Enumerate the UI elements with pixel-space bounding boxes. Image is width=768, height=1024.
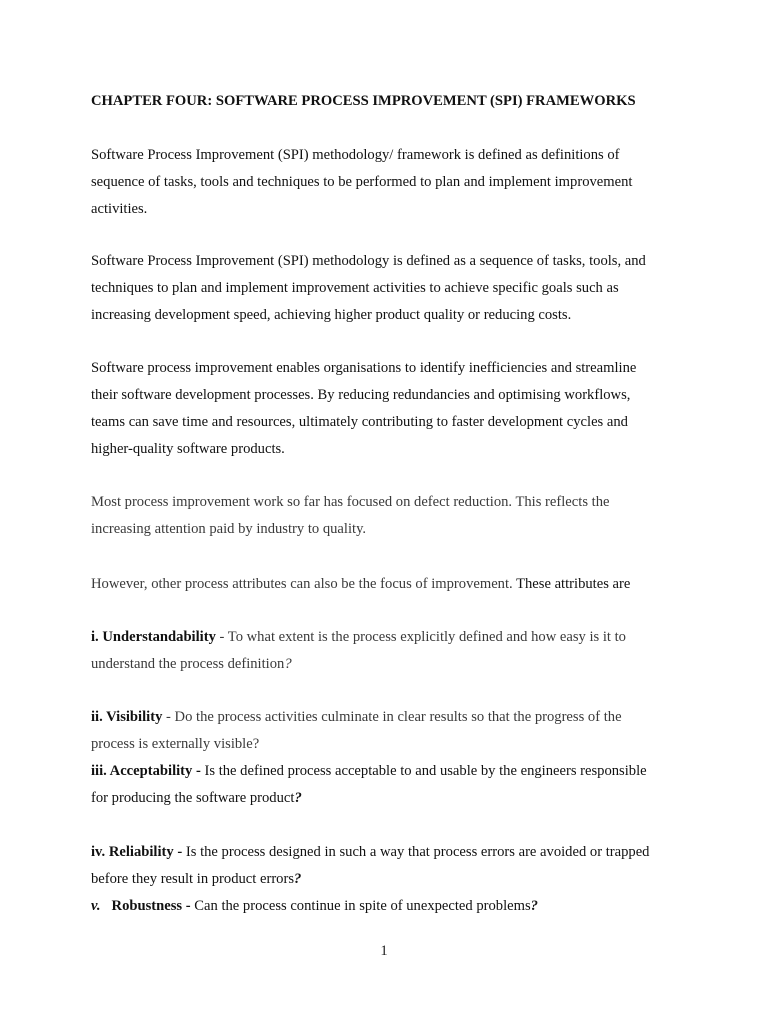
paragraph-4-line-1: Most process improvement work so far has focused on defect reduction. This reflects the — [91, 494, 610, 510]
attribute-description: Do the process activities culminate in clear results so that the progress of the — [174, 709, 622, 725]
paragraph-2-line-2: techniques to plan and implement improvement activities to achieve specific goals such as — [91, 280, 619, 296]
attribute-dash: - — [162, 709, 175, 725]
question-mark: ? — [294, 871, 302, 887]
attribute-robustness — [91, 897, 538, 915]
attribute-visibility — [91, 708, 622, 726]
chapter-title: CHAPTER FOUR: SOFTWARE PROCESS IMPROVEMENT (SPI) FRAMEWORKS — [91, 93, 636, 109]
attribute-description-cont: before they result in product errors — [91, 871, 295, 887]
paragraph-1-line-2: sequence of tasks, tools and techniques to be performed to plan and implement improvement — [91, 174, 633, 190]
attribute-understandability-line-2 — [91, 655, 292, 673]
attribute-label: iv. Reliability - — [91, 844, 183, 860]
attribute-visibility-line-2: process is externally visible? — [91, 736, 260, 752]
paragraph-4-line-2: increasing attention paid by industry to quality. — [91, 521, 367, 537]
attribute-understandability — [91, 628, 626, 646]
attribute-dash: - — [215, 629, 228, 645]
attribute-acceptability-line-2 — [91, 789, 302, 807]
attribute-reliability — [91, 843, 649, 861]
page-number: 1 — [380, 943, 388, 959]
paragraph-1-line-3: activities. — [91, 201, 148, 217]
paragraph-3-line-2: their software development processes. By reducing redundancies and optimising workflows, — [91, 387, 631, 403]
attribute-description-cont: understand the process definition — [91, 656, 285, 672]
attribute-reliability-line-2 — [91, 870, 301, 888]
paragraph-3-line-1: Software process improvement enables organisations to identify inefficiencies and streamline — [91, 360, 637, 376]
attribute-description: Is the defined process acceptable to and usable by the engineers responsible — [204, 763, 647, 779]
attributes-intro — [91, 575, 630, 593]
paragraph-2-line-3: increasing development speed, achieving higher product quality or reducing costs. — [91, 307, 572, 323]
paragraph-1-line-1: Software Process Improvement (SPI) methodology/ framework is defined as definitions of — [91, 147, 620, 163]
attribute-description-cont: for producing the software product — [91, 790, 295, 806]
attribute-label: Robustness - — [111, 898, 191, 914]
question-mark: ? — [294, 790, 302, 806]
attribute-numeral: v. — [91, 898, 101, 914]
attributes-intro-tail: These attributes are — [516, 576, 631, 592]
attributes-intro-text: However, other process attributes can also be the focus of improvement. — [91, 576, 517, 592]
question-mark: ? — [284, 656, 292, 672]
attribute-label: i. Understandability — [91, 629, 216, 645]
attribute-acceptability — [91, 762, 647, 780]
attribute-description: To what extent is the process explicitly defined and how easy is it to — [227, 629, 626, 645]
question-mark: ? — [530, 898, 538, 914]
paragraph-2-line-1: Software Process Improvement (SPI) methodology is defined as a sequence of tasks, tools, and — [91, 253, 646, 269]
paragraph-3-line-3: teams can save time and resources, ultimately contributing to faster development cycles and — [91, 414, 628, 430]
paragraph-3-line-4: higher-quality software products. — [91, 441, 285, 457]
attribute-description: Can the process continue in spite of unexpected problems — [194, 898, 531, 914]
attribute-label: iii. Acceptability - — [91, 763, 201, 779]
attribute-description: Is the process designed in such a way that process errors are avoided or trapped — [185, 844, 650, 860]
attribute-label: ii. Visibility — [91, 709, 163, 725]
